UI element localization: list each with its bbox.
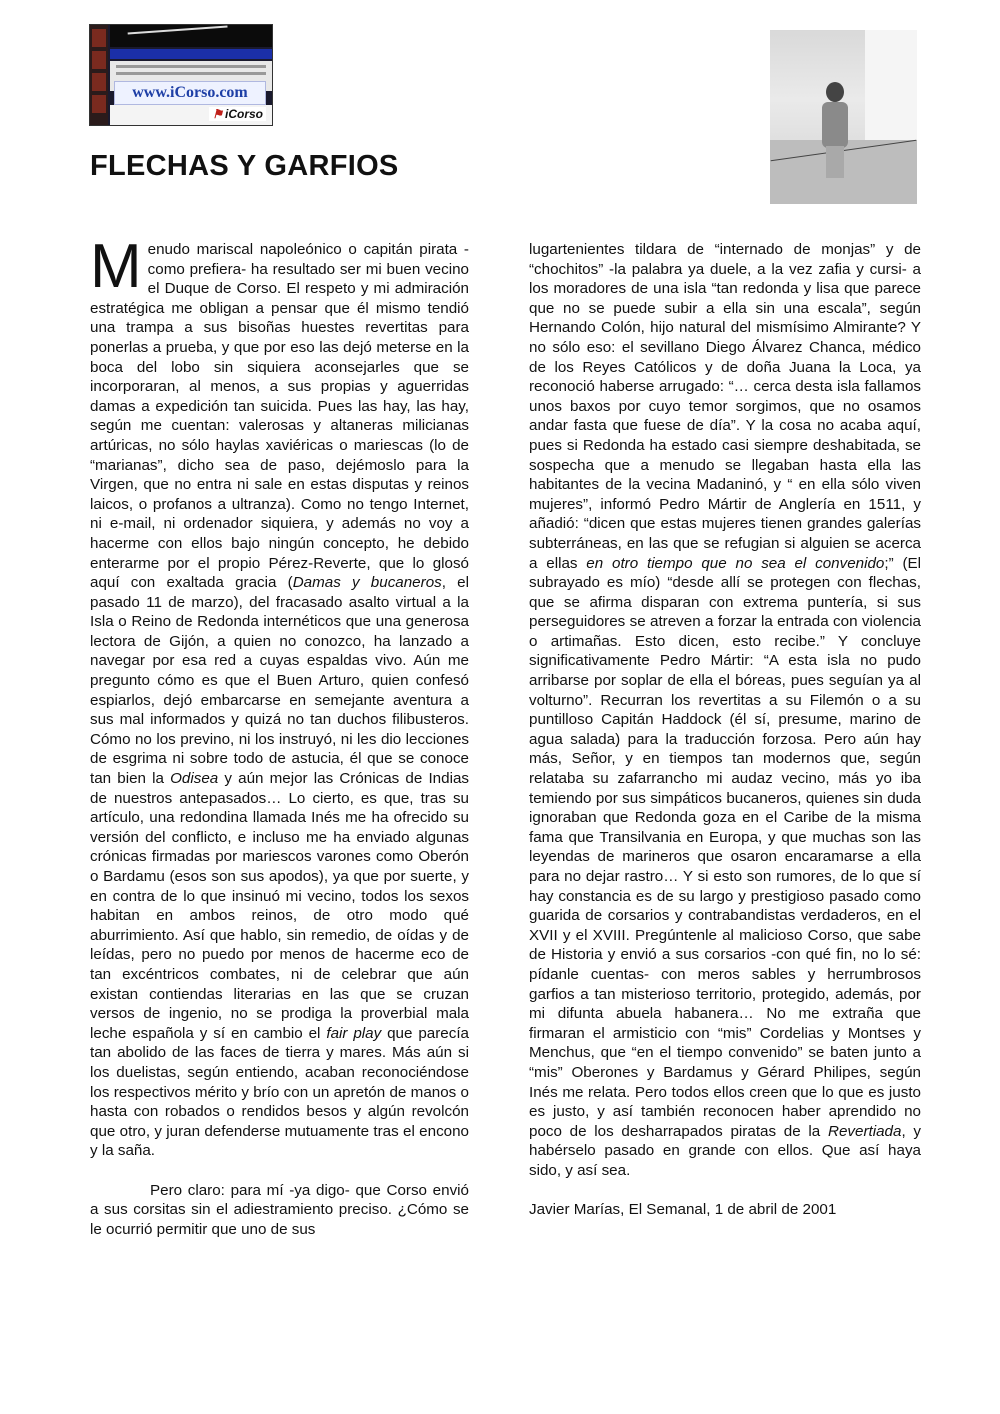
logo-brand-text: ⚑ iCorso <box>209 107 266 121</box>
page-title: FLECHAS Y GARFIOS <box>90 150 399 182</box>
thumbnail-banner <box>110 25 272 47</box>
right-paragraph-1 <box>529 240 921 1181</box>
article-right-column <box>529 240 921 1220</box>
italic-title-odisea: Odisea <box>170 770 219 788</box>
left-text-1b: , el pasado 11 de marzo), del fracasado asalto virtual a la Isla o Reino de Redonda internéticos que una generosa lectora de Gijón, a quien no conozco, ha lanzado a navegar por esa red a cuyas espaldas vivo. Aún me pregunto cómo es que el Buen Arturo, quien confesó espiarlos, dejó embarcarse en semejante aventura a sus mal informados y quizá no tan duchos filibusteros. Cómo no los previno, ni los instruyó, ni les dio lecciones de esgrima ni sobre todo de astucia, él que se conoce tan bien la <box>90 574 469 788</box>
left-text-1d: que parecía tan abolido de las faces de tierra y mares. Más aún si los duelistas, según entiendo, acaban reconociéndose los respectivos mérito y brío con un apretón de manos o hasta con robados o rendidos besos y algún revolcón que otro, y juran defenderse mutuamente tras el encono y la saña. <box>90 1024 469 1160</box>
italic-convenido: en otro tiempo que no sea el convenido <box>586 554 885 572</box>
article-left-column <box>90 232 469 1239</box>
right-text-1a: lugartenientes tildara de “internado de monjas” y de “chochitos” -la palabra ya duele, a la vez zafia y cursi- a los moradores de una isla “tan redonda y lisa que parece que no se puede subir a ella sin una escala”, según Hernando Colón, hijo natural del mismísimo Almirante? Y no sólo eso: el sevillano Diego Álvarez Chanca, médico de los Reyes Católicos y de doña Juana la Loca, ya reconoció haberse arrugado: “… cerca desta isla fallamos unos baxos por cuyo temor sorgimos, que no osamos andar fasta que fuese de día”. Y la cosa no acaba aquí, pues si Redonda ha estado casi siempre deshabitada, se sospecha que a menudo se llegaban hasta ella las habitantes de la vecina Madaninó, y “ en ella sólo viven mujeres”, informó Pedro Mártir de Anglería en 1511, y añadió: “dicen que estas mujeres tienen grandes galerías subterráneas, en las que se refugian si alguien se acerca a ellas <box>529 241 921 572</box>
left-text-1: enudo mariscal napoleónico o capitán pirata -como prefiera- ha resultado ser mi buen vecino el Duque de Corso. El respeto y mi admiración estratégica me obligan a pensar que él mismo tendió una trampa a sus bisoñas huestes revertitas para ponerlas a prueba, y que por eso las dejó meterse en la boca del lobo sin siquiera aconsejarles que se incorporaran, al menos, a sus propias y aguerridas damas a expedición tan suicida. Pues las hay, las hay, según me cuentan: valerosas y altaneras milicianas artúricas, no sólo haylas xaviéricas o mariescas (lo de “marianas”, dicho sea de paso, dejémoslo para la Virgen, que no entra ni sale en estas disputas y reinos laicos, o profanos a ultranza). Como no tengo Internet, ni e-mail, ni ordenador siquiera, y además no voy a hacerme con ellos bajo ningún concepto, he debido enterarme por el propio Pérez-Reverte, que lo glosó aquí con exaltada gracia ( <box>90 241 469 592</box>
article-signature: Javier Marías, El Semanal, 1 de abril de 2001 <box>529 1201 837 1219</box>
left-text-1c: y aún mejor las Crónicas de Indias de nuestros antepasados… Lo cierto, es que, tras su artículo, una redondina llamada Inés me ha ofrecido su versión del conflicto, e incluso me ha enviado algunas crónicas firmadas por mariescos varones como Oberón o Bardamu (esos son sus apodos), ya que por suerte, y en contra de lo que insinuó mi vecino, todos los sexos habitan en ambos reinos, de otro modo qué aburrimiento. Así que hablo, sin remedio, de oídas y de leídas, pero no puedo por menos de hacerme eco de tan excéntricos combates, ni de celebrar que aún existan contiendas literarias en las que se cruzan versos de ingenio, no se prodiga la proverbial mala leche española y sí en cambio el <box>90 770 469 1042</box>
italic-revertiada: Revertiada <box>827 1122 902 1140</box>
drop-cap: M <box>90 232 142 301</box>
thumbnail-side-strip <box>90 25 108 125</box>
left-paragraph-1 <box>90 232 469 1161</box>
right-text-1c: , y habérselo pasado en grande con ellos. Que así haya sido, y así sea. <box>529 1122 921 1179</box>
photo-person-body <box>822 102 848 148</box>
italic-fair-play: fair play <box>326 1024 382 1042</box>
photo-person-legs <box>826 146 844 178</box>
icorso-site-thumbnail <box>89 24 273 126</box>
thumbnail-nav-bar <box>110 49 272 59</box>
author-photo <box>770 30 917 204</box>
logo-url-text: www.iCorso.com <box>114 81 266 105</box>
photo-sail <box>865 30 917 150</box>
right-text-1b: ;” (El subrayado es mío) “desde allí se protegen con flechas, que se afirma disparan con extrema puntería, si sus perseguidores se atreven a forzar la entrada con violencia o artimañas. Esto dicen, esto recibe.” Y concluye significativamente Pedro Mártir: “A esta isla no pudo arribarse por soplar de ella el bóreas, pues seguían ya al volturno”. Recurran los revertitas a su Filemón o a su puntilloso Capitán Haddock (él sí, presume, marino de agua salada) para la traducción forzosa. Pero aún hay más, Señor, y en tiempos tan modernos que, según relataba su zafarrancho mi audaz vecino, más yo iba temiendo por sus simpáticos bucaneros, quienes sin duda ignoraban que Redonda goza en el Caribe de la misma fama que Transilvania en Europa, y que muchas son las leyendas de marineros que osaron encaramarse a ella para no dejar rastro… Y si esto son rumores, de lo que sí hay constancia es de su largo y prestigioso pasado como guarida de corsarios y contrabandistas verdaderos, en el XVII y el XVIII. Pregúntenle al malicioso Corso, que sabe de Historia y envió a sus corsarios -con qué fin, no lo sé: pídanle cuentas- con meros sables y herrumbrosos garfios a tan misterioso territorio, protegido, además, por mi difunta abuela habanera… No me extraña que firmaran el armisticio con “mis” Cordelias y Montses y Menchus, que “en el tiempo convenido” se baten junto a “mis” Oberones y Bardamus y Gérard Philipes, según Inés me relata. Pero todos ellos creen que lo que es justo es justo, y así también reconocen haber aprendido no poco de los desharrapados piratas de la <box>529 554 922 1140</box>
left-paragraph-2: Pero claro: para mí -ya digo- que Corso envió a sus corsitas sin el adiestramiento preciso. ¿Cómo se le ocurrió permitir que uno de sus <box>90 1181 469 1238</box>
photo-person-head <box>826 82 844 102</box>
italic-title-damas: Damas y bucaneros <box>292 574 442 592</box>
